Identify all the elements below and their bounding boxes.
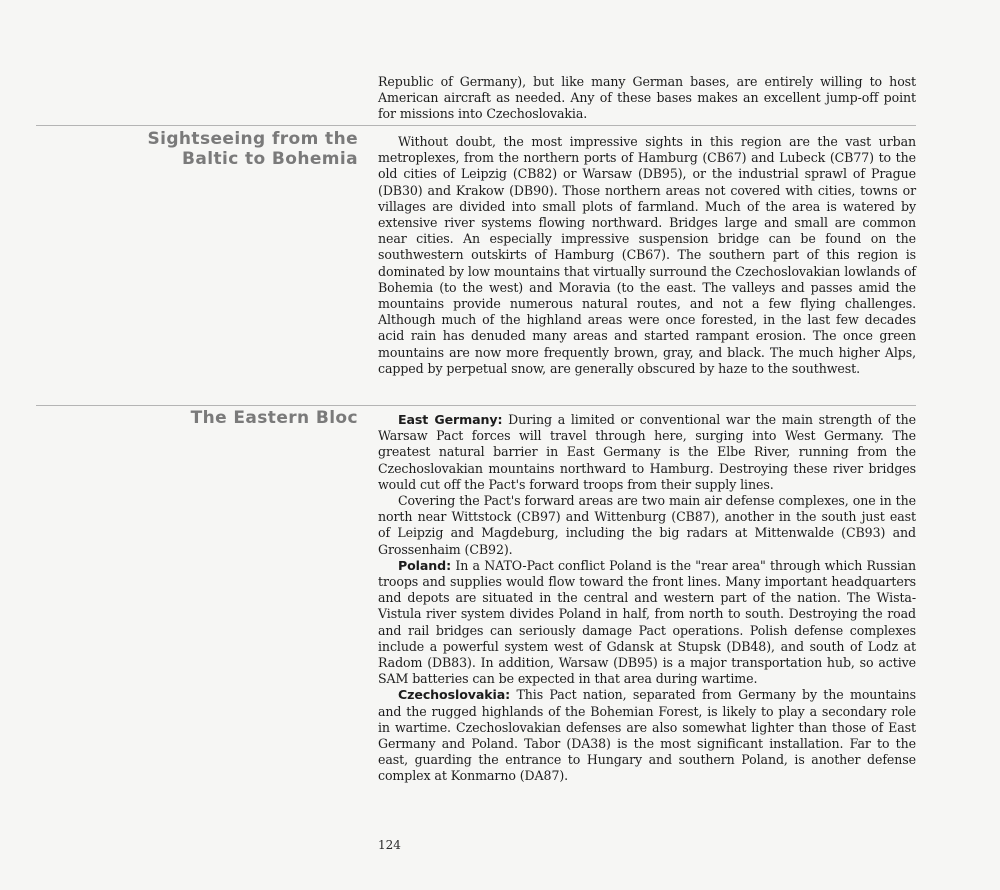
czechoslovakia-paragraph: [378, 687, 916, 784]
heading-line: Baltic to Bohemia: [181, 149, 358, 169]
sightseeing-paragraph: Without doubt, the most impressive sights in this region are the vast urban metroplexes, from the northern ports of Hamburg (CB67) and Lubeck (CB77) to the old cities of Leipzig (CB82) or Warsaw (DB95), or the industrial sprawl of Prague (DB30) and Krakow (DB90). Those northern areas not covered with cities, towns or villages are divided into small plots of farmland. Much of the area is watered by extensive river systems flowing northward. Bridges large and small are common near cities. An especially impressive suspension bridge can be found on the southwestern outskirts of Hamburg (CB67). The southern part of this region is dominated by low mountains that virtually surround the Czechoslovakian lowlands of Bohemia (to the west) and Moravia (to the east. The valleys and passes amid the mountains provide numerous natural routes, and not a few flying challenges. Although much of the highland areas were once forested, in the last few decades acid rain has denuded many areas and started rampant erosion. The once green mountains are now more frequently brown, gray, and black. The much higher Alps, capped by perpetual snow, are generally obscured by haze to the southwest.: [378, 134, 916, 376]
heading-line: Sightseeing from the: [147, 129, 358, 149]
air-defense-paragraph: Covering the Pact's forward areas are two main air defense complexes, one in the north near Wittstock (CB97) and Wittenburg (CB87), another in the south just east of Leipzig and Magdeburg, including the big radars at Mittenwalde (CB93) and Grossenhaim (CB92).: [378, 493, 916, 557]
eastern-bloc-body: [378, 412, 916, 785]
section-divider: [36, 125, 916, 126]
sightseeing-body: [378, 134, 916, 377]
poland-label: Poland:: [398, 557, 452, 573]
heading-line: The Eastern Bloc: [190, 408, 358, 428]
top-paragraph-block: [378, 74, 916, 123]
east-germany-paragraph: [378, 412, 916, 493]
poland-text: In a NATO-Pact conflict Poland is the "rear area" through which Russian troops and supplies would flow toward the front lines. Many important headquarters and depots are situated in the central and western part of the nation. The Wista-Vistula river system divides Poland in half, from north to south. Destroying the road and rail bridges can seriously damage Pact operations. Polish defense complexes include a powerful system west of Gdansk at Stupsk (DB48), and south of Lodz at Radom (DB83). In addition, Warsaw (DB95) is a major transportation hub, so active SAM batteries can be expected in that area during wartime.: [378, 557, 916, 687]
czechoslovakia-label: Czechoslovakia:: [398, 687, 511, 703]
east-germany-text: During a limited or conventional war the main strength of the Warsaw Pact forces will travel through here, surging into West Germany. The greatest natural barrier in East Germany is the Elbe River, running from the Czechoslovakian mountains northward to Hamburg. Destroying these river bridges would cut off the Pact's forward troops from their supply lines.: [378, 412, 916, 492]
poland-paragraph: [378, 558, 916, 688]
section-heading-eastern-bloc: [191, 408, 358, 428]
section-heading-sightseeing: [147, 129, 358, 169]
page-number: 124: [378, 838, 401, 852]
top-paragraph: Republic of Germany), but like many German bases, are entirely willing to host American aircraft as needed. Any of these bases makes an excellent jump-off point for missions into Czechoslovakia.: [378, 74, 916, 122]
section-divider: [36, 405, 916, 406]
east-germany-label: East Germany:: [398, 412, 503, 427]
czechoslovakia-text: This Pact nation, separated from Germany by the mountains and the rugged highlands of the Bohemian Forest, is likely to play a secondary role in wartime. Czechoslovakian defenses are also somewhat lighter than those of East Germany and Poland. Tabor (DA38) is the most significant installation. Far to the east, guarding the entrance to Hungary and southern Poland, is another defense complex at Konmarno (DA87).: [378, 687, 916, 784]
